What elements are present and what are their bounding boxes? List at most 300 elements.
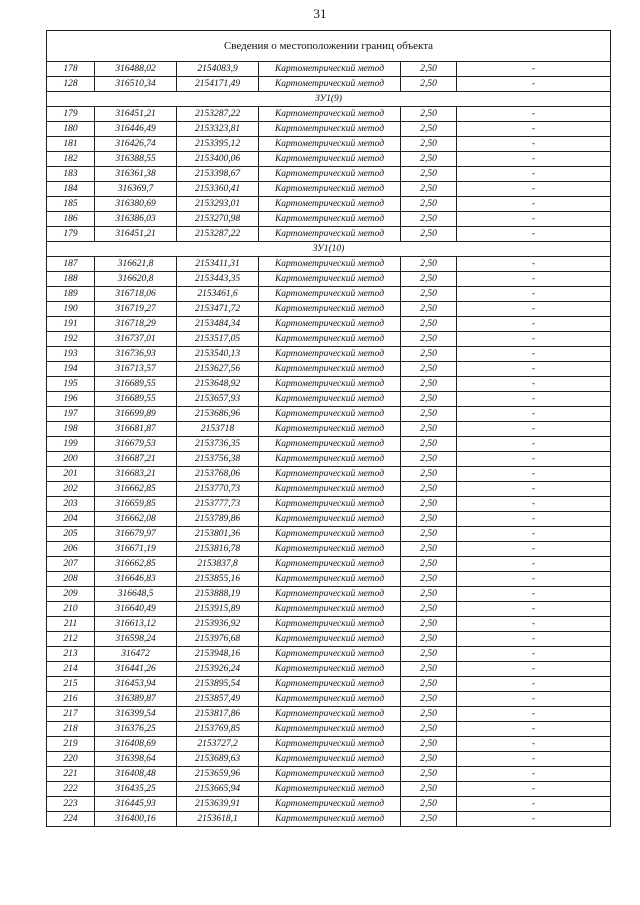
coord-y-cell: 2153837,8 xyxy=(177,557,259,572)
description-cell: - xyxy=(457,137,611,152)
point-number-cell: 187 xyxy=(47,257,95,272)
table-row xyxy=(47,692,611,707)
point-number-cell: 179 xyxy=(47,107,95,122)
description-cell: - xyxy=(457,617,611,632)
point-number-cell: 180 xyxy=(47,122,95,137)
description-cell: - xyxy=(457,782,611,797)
method-cell: Картометрический метод xyxy=(259,272,401,287)
accuracy-cell: 2,50 xyxy=(401,692,457,707)
accuracy-cell: 2,50 xyxy=(401,482,457,497)
description-cell: - xyxy=(457,317,611,332)
method-cell: Картометрический метод xyxy=(259,437,401,452)
method-cell: Картометрический метод xyxy=(259,617,401,632)
coord-x-cell: 316386,03 xyxy=(95,212,177,227)
table-row xyxy=(47,707,611,722)
coord-x-cell: 316446,49 xyxy=(95,122,177,137)
description-cell: - xyxy=(457,227,611,242)
method-cell: Картометрический метод xyxy=(259,212,401,227)
table-row xyxy=(47,557,611,572)
table-row xyxy=(47,137,611,152)
description-cell: - xyxy=(457,527,611,542)
coord-y-cell: 2153801,36 xyxy=(177,527,259,542)
coord-y-cell: 2153770,73 xyxy=(177,482,259,497)
coord-x-cell: 316620,8 xyxy=(95,272,177,287)
description-cell: - xyxy=(457,332,611,347)
accuracy-cell: 2,50 xyxy=(401,467,457,482)
coord-x-cell: 316736,93 xyxy=(95,347,177,362)
method-cell: Картометрический метод xyxy=(259,77,401,92)
method-cell: Картометрический метод xyxy=(259,572,401,587)
point-number-cell: 178 xyxy=(47,62,95,77)
section-label: ЗУ1(9) xyxy=(47,92,611,107)
coord-y-cell: 2153461,6 xyxy=(177,287,259,302)
coord-x-cell: 316689,55 xyxy=(95,392,177,407)
coord-y-cell: 2153686,96 xyxy=(177,407,259,422)
accuracy-cell: 2,50 xyxy=(401,137,457,152)
accuracy-cell: 2,50 xyxy=(401,107,457,122)
accuracy-cell: 2,50 xyxy=(401,227,457,242)
table-title-row xyxy=(47,31,611,62)
table-row xyxy=(47,362,611,377)
coord-x-cell: 316683,21 xyxy=(95,467,177,482)
coord-x-cell: 316398,64 xyxy=(95,752,177,767)
description-cell: - xyxy=(457,422,611,437)
coord-y-cell: 2153627,56 xyxy=(177,362,259,377)
coord-y-cell: 2153540,13 xyxy=(177,347,259,362)
section-label: ЗУ1(10) xyxy=(47,242,611,257)
coord-x-cell: 316718,29 xyxy=(95,317,177,332)
coord-x-cell: 316662,08 xyxy=(95,512,177,527)
point-number-cell: 179 xyxy=(47,227,95,242)
table-row xyxy=(47,767,611,782)
coord-x-cell: 316380,69 xyxy=(95,197,177,212)
accuracy-cell: 2,50 xyxy=(401,167,457,182)
description-cell: - xyxy=(457,482,611,497)
table-row xyxy=(47,572,611,587)
coord-y-cell: 2153756,38 xyxy=(177,452,259,467)
description-cell: - xyxy=(457,662,611,677)
coord-x-cell: 316613,12 xyxy=(95,617,177,632)
accuracy-cell: 2,50 xyxy=(401,332,457,347)
description-cell: - xyxy=(457,392,611,407)
coord-y-cell: 2153816,78 xyxy=(177,542,259,557)
coord-y-cell: 2153789,86 xyxy=(177,512,259,527)
point-number-cell: 221 xyxy=(47,767,95,782)
coord-y-cell: 2153398,67 xyxy=(177,167,259,182)
coord-y-cell: 2153768,06 xyxy=(177,467,259,482)
coord-y-cell: 2153976,68 xyxy=(177,632,259,647)
coord-x-cell: 316687,21 xyxy=(95,452,177,467)
coord-x-cell: 316408,48 xyxy=(95,767,177,782)
accuracy-cell: 2,50 xyxy=(401,602,457,617)
point-number-cell: 193 xyxy=(47,347,95,362)
method-cell: Картометрический метод xyxy=(259,392,401,407)
point-number-cell: 188 xyxy=(47,272,95,287)
point-number-cell: 194 xyxy=(47,362,95,377)
point-number-cell: 192 xyxy=(47,332,95,347)
method-cell: Картометрический метод xyxy=(259,677,401,692)
coord-x-cell: 316453,94 xyxy=(95,677,177,692)
description-cell: - xyxy=(457,452,611,467)
accuracy-cell: 2,50 xyxy=(401,632,457,647)
coord-y-cell: 2153484,34 xyxy=(177,317,259,332)
table-row xyxy=(47,167,611,182)
coord-x-cell: 316679,97 xyxy=(95,527,177,542)
point-number-cell: 202 xyxy=(47,482,95,497)
accuracy-cell: 2,50 xyxy=(401,707,457,722)
method-cell: Картометрический метод xyxy=(259,767,401,782)
method-cell: Картометрический метод xyxy=(259,287,401,302)
point-number-cell: 219 xyxy=(47,737,95,752)
method-cell: Картометрический метод xyxy=(259,647,401,662)
point-number-cell: 186 xyxy=(47,212,95,227)
description-cell: - xyxy=(457,302,611,317)
table-row xyxy=(47,62,611,77)
point-number-cell: 195 xyxy=(47,377,95,392)
table-row xyxy=(47,722,611,737)
coord-y-cell: 2153689,63 xyxy=(177,752,259,767)
method-cell: Картометрический метод xyxy=(259,527,401,542)
coord-y-cell: 2153443,35 xyxy=(177,272,259,287)
table-row xyxy=(47,587,611,602)
table-row xyxy=(47,632,611,647)
point-number-cell: 128 xyxy=(47,77,95,92)
description-cell: - xyxy=(457,347,611,362)
point-number-cell: 183 xyxy=(47,167,95,182)
accuracy-cell: 2,50 xyxy=(401,752,457,767)
point-number-cell: 196 xyxy=(47,392,95,407)
method-cell: Картометрический метод xyxy=(259,797,401,812)
coord-y-cell: 2153857,49 xyxy=(177,692,259,707)
description-cell: - xyxy=(457,107,611,122)
coord-x-cell: 316400,16 xyxy=(95,812,177,827)
coord-x-cell: 316361,38 xyxy=(95,167,177,182)
table-row xyxy=(47,257,611,272)
method-cell: Картометрический метод xyxy=(259,497,401,512)
table-row xyxy=(47,617,611,632)
table-row xyxy=(47,677,611,692)
coord-y-cell: 2153855,16 xyxy=(177,572,259,587)
coord-y-cell: 2153718 xyxy=(177,422,259,437)
description-cell: - xyxy=(457,647,611,662)
accuracy-cell: 2,50 xyxy=(401,737,457,752)
coord-y-cell: 2153727,2 xyxy=(177,737,259,752)
point-number-cell: 215 xyxy=(47,677,95,692)
description-cell: - xyxy=(457,122,611,137)
point-number-cell: 200 xyxy=(47,452,95,467)
accuracy-cell: 2,50 xyxy=(401,197,457,212)
method-cell: Картометрический метод xyxy=(259,722,401,737)
coord-y-cell: 2153769,85 xyxy=(177,722,259,737)
description-cell: - xyxy=(457,602,611,617)
table-row xyxy=(47,542,611,557)
method-cell: Картометрический метод xyxy=(259,122,401,137)
point-number-cell: 217 xyxy=(47,707,95,722)
method-cell: Картометрический метод xyxy=(259,707,401,722)
description-cell: - xyxy=(457,542,611,557)
table-row xyxy=(47,437,611,452)
table-row xyxy=(47,317,611,332)
coord-y-cell: 2153618,1 xyxy=(177,812,259,827)
accuracy-cell: 2,50 xyxy=(401,272,457,287)
method-cell: Картометрический метод xyxy=(259,452,401,467)
method-cell: Картометрический метод xyxy=(259,422,401,437)
coord-y-cell: 2153659,96 xyxy=(177,767,259,782)
accuracy-cell: 2,50 xyxy=(401,287,457,302)
description-cell: - xyxy=(457,437,611,452)
point-number-cell: 190 xyxy=(47,302,95,317)
coord-y-cell: 2153287,22 xyxy=(177,227,259,242)
coord-y-cell: 2153948,16 xyxy=(177,647,259,662)
point-number-cell: 184 xyxy=(47,182,95,197)
coord-y-cell: 2153777,73 xyxy=(177,497,259,512)
method-cell: Картометрический метод xyxy=(259,182,401,197)
table-row xyxy=(47,422,611,437)
point-number-cell: 204 xyxy=(47,512,95,527)
coord-y-cell: 2153287,22 xyxy=(177,107,259,122)
boundary-table xyxy=(46,30,611,827)
accuracy-cell: 2,50 xyxy=(401,257,457,272)
description-cell: - xyxy=(457,62,611,77)
accuracy-cell: 2,50 xyxy=(401,812,457,827)
accuracy-cell: 2,50 xyxy=(401,512,457,527)
table-row xyxy=(47,182,611,197)
description-cell: - xyxy=(457,212,611,227)
section-row xyxy=(47,242,611,257)
point-number-cell: 214 xyxy=(47,662,95,677)
method-cell: Картометрический метод xyxy=(259,227,401,242)
coord-y-cell: 2153517,05 xyxy=(177,332,259,347)
coord-y-cell: 2154171,49 xyxy=(177,77,259,92)
point-number-cell: 211 xyxy=(47,617,95,632)
coord-x-cell: 316646,83 xyxy=(95,572,177,587)
point-number-cell: 222 xyxy=(47,782,95,797)
description-cell: - xyxy=(457,182,611,197)
accuracy-cell: 2,50 xyxy=(401,152,457,167)
coord-x-cell: 316451,21 xyxy=(95,107,177,122)
accuracy-cell: 2,50 xyxy=(401,647,457,662)
accuracy-cell: 2,50 xyxy=(401,797,457,812)
method-cell: Картометрический метод xyxy=(259,377,401,392)
description-cell: - xyxy=(457,707,611,722)
point-number-cell: 213 xyxy=(47,647,95,662)
point-number-cell: 199 xyxy=(47,437,95,452)
point-number-cell: 205 xyxy=(47,527,95,542)
coord-x-cell: 316689,55 xyxy=(95,377,177,392)
point-number-cell: 218 xyxy=(47,722,95,737)
method-cell: Картометрический метод xyxy=(259,602,401,617)
method-cell: Картометрический метод xyxy=(259,137,401,152)
table-row xyxy=(47,782,611,797)
method-cell: Картометрический метод xyxy=(259,257,401,272)
coord-y-cell: 2153915,89 xyxy=(177,602,259,617)
point-number-cell: 198 xyxy=(47,422,95,437)
description-cell: - xyxy=(457,512,611,527)
point-number-cell: 220 xyxy=(47,752,95,767)
method-cell: Картометрический метод xyxy=(259,587,401,602)
accuracy-cell: 2,50 xyxy=(401,317,457,332)
accuracy-cell: 2,50 xyxy=(401,422,457,437)
table-row xyxy=(47,377,611,392)
coord-y-cell: 2153360,41 xyxy=(177,182,259,197)
description-cell: - xyxy=(457,572,611,587)
point-number-cell: 209 xyxy=(47,587,95,602)
coord-x-cell: 316737,01 xyxy=(95,332,177,347)
method-cell: Картометрический метод xyxy=(259,632,401,647)
coord-x-cell: 316719,27 xyxy=(95,302,177,317)
accuracy-cell: 2,50 xyxy=(401,377,457,392)
table-row xyxy=(47,497,611,512)
accuracy-cell: 2,50 xyxy=(401,587,457,602)
table-row xyxy=(47,197,611,212)
accuracy-cell: 2,50 xyxy=(401,302,457,317)
boundary-table-container xyxy=(46,30,610,827)
method-cell: Картометрический метод xyxy=(259,542,401,557)
coord-x-cell: 316488,02 xyxy=(95,62,177,77)
coord-x-cell: 316389,87 xyxy=(95,692,177,707)
point-number-cell: 207 xyxy=(47,557,95,572)
method-cell: Картометрический метод xyxy=(259,107,401,122)
accuracy-cell: 2,50 xyxy=(401,182,457,197)
description-cell: - xyxy=(457,812,611,827)
point-number-cell: 185 xyxy=(47,197,95,212)
coord-y-cell: 2153471,72 xyxy=(177,302,259,317)
description-cell: - xyxy=(457,77,611,92)
accuracy-cell: 2,50 xyxy=(401,437,457,452)
coord-y-cell: 2153639,91 xyxy=(177,797,259,812)
coord-x-cell: 316681,87 xyxy=(95,422,177,437)
coord-y-cell: 2153895,54 xyxy=(177,677,259,692)
coord-x-cell: 316399,54 xyxy=(95,707,177,722)
coord-x-cell: 316640,49 xyxy=(95,602,177,617)
coord-x-cell: 316679,53 xyxy=(95,437,177,452)
description-cell: - xyxy=(457,257,611,272)
coord-y-cell: 2153926,24 xyxy=(177,662,259,677)
point-number-cell: 189 xyxy=(47,287,95,302)
page-number: 31 xyxy=(313,6,327,21)
table-row xyxy=(47,302,611,317)
coord-x-cell: 316445,93 xyxy=(95,797,177,812)
accuracy-cell: 2,50 xyxy=(401,347,457,362)
section-row xyxy=(47,92,611,107)
coord-x-cell: 316510,34 xyxy=(95,77,177,92)
table-row xyxy=(47,287,611,302)
table-row xyxy=(47,812,611,827)
coord-x-cell: 316713,57 xyxy=(95,362,177,377)
point-number-cell: 206 xyxy=(47,542,95,557)
accuracy-cell: 2,50 xyxy=(401,497,457,512)
method-cell: Картометрический метод xyxy=(259,752,401,767)
coord-x-cell: 316598,24 xyxy=(95,632,177,647)
table-row xyxy=(47,602,611,617)
coord-x-cell: 316699,89 xyxy=(95,407,177,422)
table-row xyxy=(47,737,611,752)
method-cell: Картометрический метод xyxy=(259,737,401,752)
table-row xyxy=(47,527,611,542)
table-row xyxy=(47,752,611,767)
method-cell: Картометрический метод xyxy=(259,302,401,317)
method-cell: Картометрический метод xyxy=(259,692,401,707)
coord-x-cell: 316662,85 xyxy=(95,482,177,497)
point-number-cell: 182 xyxy=(47,152,95,167)
coord-y-cell: 2153323,81 xyxy=(177,122,259,137)
coord-x-cell: 316441,26 xyxy=(95,662,177,677)
accuracy-cell: 2,50 xyxy=(401,542,457,557)
coord-y-cell: 2153665,94 xyxy=(177,782,259,797)
accuracy-cell: 2,50 xyxy=(401,392,457,407)
method-cell: Картометрический метод xyxy=(259,197,401,212)
description-cell: - xyxy=(457,152,611,167)
accuracy-cell: 2,50 xyxy=(401,767,457,782)
table-row xyxy=(47,347,611,362)
table-row xyxy=(47,482,611,497)
coord-x-cell: 316659,85 xyxy=(95,497,177,512)
method-cell: Картометрический метод xyxy=(259,167,401,182)
method-cell: Картометрический метод xyxy=(259,317,401,332)
point-number-cell: 208 xyxy=(47,572,95,587)
method-cell: Картометрический метод xyxy=(259,782,401,797)
accuracy-cell: 2,50 xyxy=(401,212,457,227)
coord-y-cell: 2153293,01 xyxy=(177,197,259,212)
point-number-cell: 212 xyxy=(47,632,95,647)
description-cell: - xyxy=(457,377,611,392)
coord-y-cell: 2153888,19 xyxy=(177,587,259,602)
description-cell: - xyxy=(457,497,611,512)
method-cell: Картометрический метод xyxy=(259,662,401,677)
description-cell: - xyxy=(457,287,611,302)
coord-x-cell: 316426,74 xyxy=(95,137,177,152)
description-cell: - xyxy=(457,677,611,692)
description-cell: - xyxy=(457,362,611,377)
coord-y-cell: 2153736,35 xyxy=(177,437,259,452)
point-number-cell: 201 xyxy=(47,467,95,482)
point-number-cell: 210 xyxy=(47,602,95,617)
coord-x-cell: 316369,7 xyxy=(95,182,177,197)
coord-y-cell: 2153936,92 xyxy=(177,617,259,632)
method-cell: Картометрический метод xyxy=(259,407,401,422)
coord-y-cell: 2154083,9 xyxy=(177,62,259,77)
coord-x-cell: 316451,21 xyxy=(95,227,177,242)
accuracy-cell: 2,50 xyxy=(401,362,457,377)
boundary-table-body xyxy=(47,31,611,827)
accuracy-cell: 2,50 xyxy=(401,77,457,92)
coord-x-cell: 316662,85 xyxy=(95,557,177,572)
accuracy-cell: 2,50 xyxy=(401,572,457,587)
point-number-cell: 203 xyxy=(47,497,95,512)
table-row xyxy=(47,467,611,482)
accuracy-cell: 2,50 xyxy=(401,782,457,797)
method-cell: Картометрический метод xyxy=(259,467,401,482)
coord-y-cell: 2153411,31 xyxy=(177,257,259,272)
coord-y-cell: 2153657,93 xyxy=(177,392,259,407)
coord-y-cell: 2153648,92 xyxy=(177,377,259,392)
method-cell: Картометрический метод xyxy=(259,812,401,827)
accuracy-cell: 2,50 xyxy=(401,662,457,677)
coord-y-cell: 2153395,12 xyxy=(177,137,259,152)
coord-y-cell: 2153400,06 xyxy=(177,152,259,167)
accuracy-cell: 2,50 xyxy=(401,617,457,632)
table-row xyxy=(47,227,611,242)
coord-x-cell: 316621,8 xyxy=(95,257,177,272)
table-row xyxy=(47,152,611,167)
coord-x-cell: 316671,19 xyxy=(95,542,177,557)
point-number-cell: 223 xyxy=(47,797,95,812)
accuracy-cell: 2,50 xyxy=(401,677,457,692)
description-cell: - xyxy=(457,692,611,707)
method-cell: Картометрический метод xyxy=(259,347,401,362)
description-cell: - xyxy=(457,587,611,602)
point-number-cell: 181 xyxy=(47,137,95,152)
